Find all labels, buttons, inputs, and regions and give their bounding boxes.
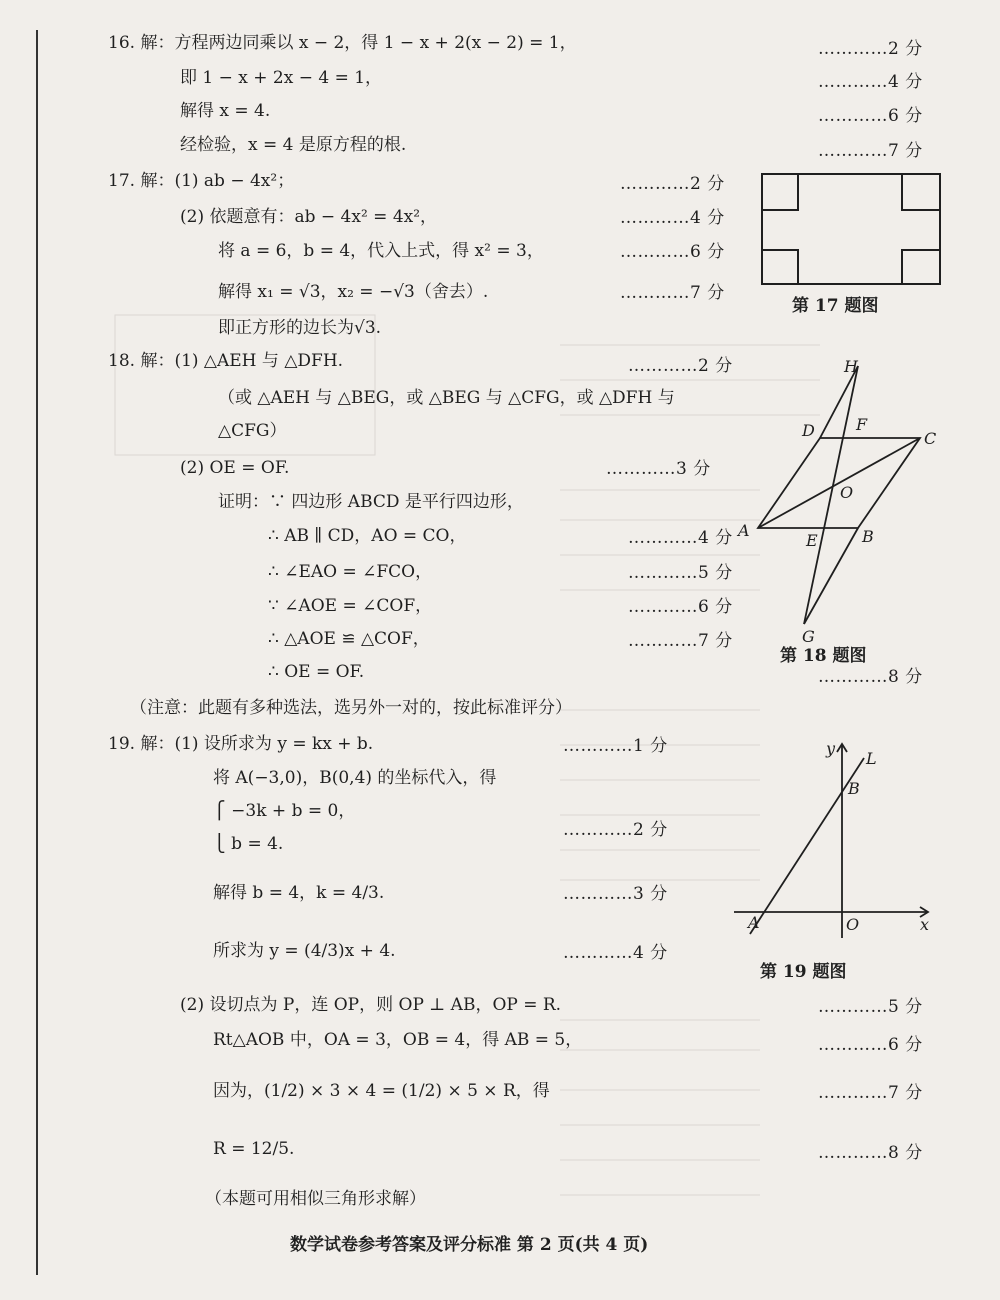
answer-line: （本题可用相似三角形求解） <box>205 1189 426 1209</box>
score-marker: …………6 分 <box>628 597 733 617</box>
answer-line: 证明：∵ 四边形 ABCD 是平行四边形， <box>218 492 524 512</box>
label-O: O <box>846 915 860 934</box>
score-marker: …………6 分 <box>620 242 725 262</box>
score-marker: …………2 分 <box>563 820 668 840</box>
score-marker: …………2 分 <box>620 174 725 194</box>
label-G: G <box>802 627 815 642</box>
label-x: x <box>920 915 930 934</box>
score-marker: …………6 分 <box>818 1035 923 1055</box>
answer-line: (2) 依题意有：ab − 4x² = 4x²， <box>180 207 438 227</box>
score-marker: …………7 分 <box>818 141 923 161</box>
answer-line: (2) 设切点为 P，连 OP，则 OP ⊥ AB，OP = R. <box>180 995 562 1015</box>
label-y: y <box>826 739 836 758</box>
score-marker: …………4 分 <box>628 528 733 548</box>
answer-line: 18. 解：(1) △AEH 与 △DFH. <box>108 351 344 371</box>
answer-line: 因为，(1/2) × 3 × 4 = (1/2) × 5 × R，得 <box>213 1081 550 1101</box>
score-marker: …………1 分 <box>563 736 668 756</box>
figure-19-caption: 第 19 题图 <box>760 962 847 982</box>
answer-line: 将 A(−3,0)，B(0,4) 的坐标代入，得 <box>213 768 497 788</box>
answer-line: （注意：此题有多种选法，选另外一对的，按此标准评分） <box>130 698 572 718</box>
score-marker: …………7 分 <box>620 283 725 303</box>
answer-line: ∵ ∠AOE = ∠COF， <box>268 596 433 616</box>
answer-line: ∴ OE = OF. <box>268 662 365 682</box>
label-H: H <box>844 357 858 376</box>
binding-margin-line <box>36 30 38 1275</box>
answer-line: Rt△AOB 中，OA = 3，OB = 4，得 AB = 5， <box>213 1030 583 1050</box>
score-marker: …………8 分 <box>818 1143 923 1163</box>
score-marker: …………6 分 <box>818 106 923 126</box>
label-B: B <box>862 527 874 546</box>
score-marker: …………2 分 <box>628 356 733 376</box>
answer-line: 解得 x₁ = √3，x₂ = −√3（舍去）. <box>218 282 489 302</box>
answer-line: 经检验，x = 4 是原方程的根. <box>180 135 407 155</box>
label-F: F <box>856 415 868 434</box>
score-marker: …………4 分 <box>818 72 923 92</box>
label-A: A <box>748 913 760 932</box>
label-L: L <box>866 749 877 768</box>
answer-line: 将 a = 6，b = 4，代入上式，得 x² = 3， <box>218 241 544 261</box>
label-C: C <box>924 429 937 448</box>
score-marker: …………4 分 <box>620 208 725 228</box>
score-marker: …………5 分 <box>818 997 923 1017</box>
answer-line: 17. 解：(1) ab − 4x²； <box>108 171 295 191</box>
figure-19 <box>730 738 940 948</box>
score-marker: …………7 分 <box>818 1083 923 1103</box>
label-D: D <box>802 421 815 440</box>
answer-line: 解得 x = 4. <box>180 101 271 121</box>
score-marker: …………4 分 <box>563 943 668 963</box>
label-A: A <box>738 521 750 540</box>
score-marker: …………7 分 <box>628 631 733 651</box>
answer-line: 即正方形的边长为√3. <box>218 318 382 338</box>
score-marker: …………2 分 <box>818 39 923 59</box>
answer-line: ⎩ b = 4. <box>213 834 284 854</box>
score-marker: …………3 分 <box>606 459 711 479</box>
score-marker: …………5 分 <box>628 563 733 583</box>
answer-line: 所求为 y = (4/3)x + 4. <box>213 941 396 961</box>
answer-line: ∴ △AOE ≌ △COF， <box>268 629 430 649</box>
answer-line: 19. 解：(1) 设所求为 y = kx + b. <box>108 734 374 754</box>
answer-line: 16. 解：方程两边同乘以 x − 2，得 1 − x + 2(x − 2) = 1， <box>108 33 577 53</box>
answer-line: （或 △AEH 与 △BEG，或 △BEG 与 △CFG，或 △DFH 与 <box>218 388 675 408</box>
answer-line: 解得 b = 4，k = 4/3. <box>213 883 385 903</box>
figure-18-caption: 第 18 题图 <box>780 646 867 666</box>
figure-18 <box>730 352 950 642</box>
answer-line: ⎧ −3k + b = 0， <box>213 801 356 821</box>
label-E: E <box>806 531 818 550</box>
page-footer: 数学试卷参考答案及评分标准 第 2 页(共 4 页) <box>290 1235 649 1255</box>
answer-line: ∴ ∠EAO = ∠FCO， <box>268 562 433 582</box>
label-B: B <box>848 779 860 798</box>
answer-line: △CFG） <box>218 421 287 441</box>
score-marker: …………3 分 <box>563 884 668 904</box>
answer-line: 即 1 − x + 2x − 4 = 1， <box>180 68 383 88</box>
label-O: O <box>840 483 854 502</box>
figure-17 <box>752 170 952 290</box>
score-marker: …………8 分 <box>818 667 923 687</box>
answer-line: R = 12/5. <box>213 1139 295 1159</box>
answer-line: (2) OE = OF. <box>180 458 290 478</box>
figure-17-caption: 第 17 题图 <box>792 296 879 316</box>
answer-line: ∴ AB ∥ CD，AO = CO， <box>268 526 467 546</box>
